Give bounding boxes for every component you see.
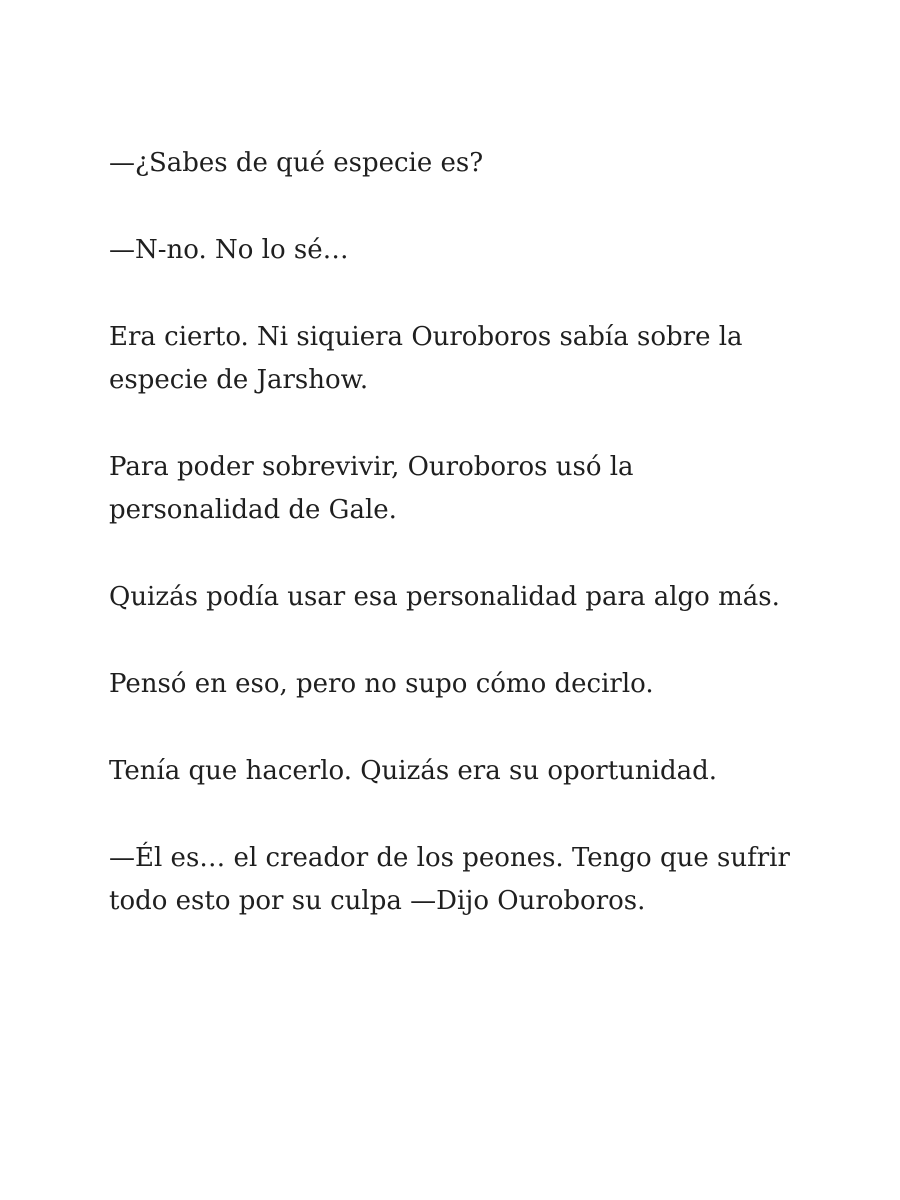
paragraph-1: —¿Sabes de qué especie es? [109, 148, 484, 178]
paragraph-2: —N-no. No lo sé… [109, 235, 349, 265]
text-column [109, 142, 799, 967]
paragraph-5: Quizás podía usar esa personalidad para algo más. [109, 582, 780, 612]
paragraph-7: Tenía que hacerlo. Quizás era su oportunidad. [109, 756, 718, 786]
paragraph-4: Para poder sobrevivir, Ouroboros usó la personalidad de Gale. [109, 452, 634, 525]
paragraph-6: Pensó en eso, pero no supo cómo decirlo. [109, 669, 654, 699]
paragraph-8: —Él es… el creador de los peones. Tengo que sufrir todo esto por su culpa —Dijo Ouroboros. [109, 843, 790, 916]
paragraph-3: Era cierto. Ni siquiera Ouroboros sabía sobre la especie de Jarshow. [109, 322, 743, 395]
